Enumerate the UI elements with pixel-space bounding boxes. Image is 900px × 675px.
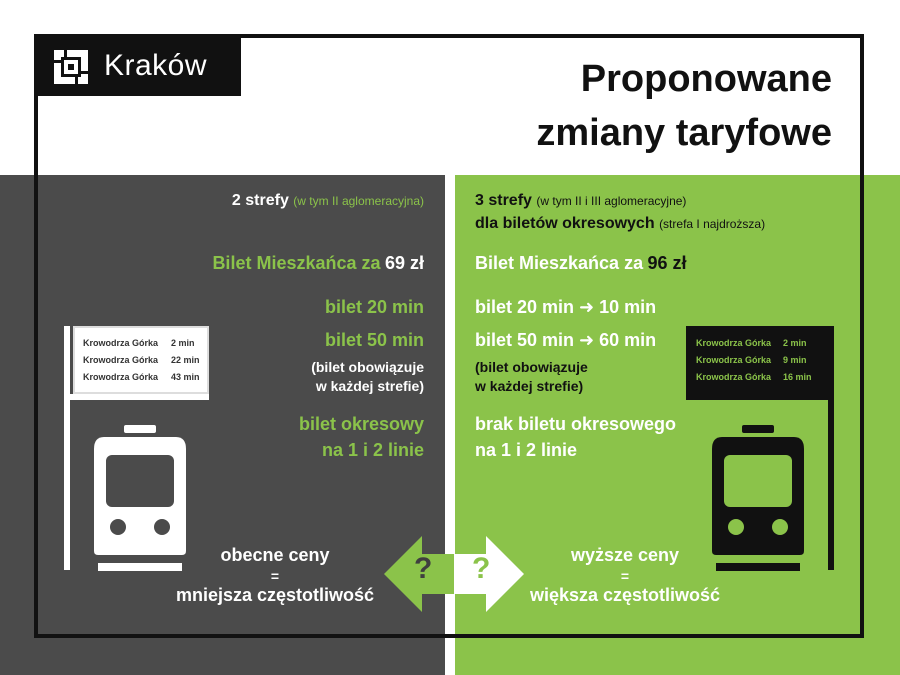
proposed-footer-eq: = (620, 568, 630, 584)
krakow-logo-icon (54, 50, 88, 84)
current-validity-1: (bilet obowiązuje (311, 359, 424, 375)
board-row-time: 43 min (171, 372, 200, 382)
board-row-stop: Krowodrza Górka (83, 355, 159, 365)
current-footer-1: obecne ceny (220, 545, 330, 565)
proposed-validity-1: (bilet obowiązuje (475, 359, 588, 375)
board-row-time: 2 min (171, 338, 195, 348)
page-title-line2: zmiany taryfowe (536, 112, 832, 154)
proposed-footer-1: wyższe ceny (570, 545, 680, 565)
brand-name: Kraków (104, 49, 208, 82)
proposed-resident-ticket: Bilet Mieszkańca za 96 zł (475, 253, 687, 273)
board-row-stop: Krowodrza Górka (83, 372, 159, 382)
current-footer-eq: = (270, 568, 280, 584)
board-row-stop: Krowodrza Górka (696, 338, 772, 348)
board-row-time: 9 min (783, 355, 807, 365)
departure-board-current (73, 326, 209, 394)
board-row-time: 22 min (171, 355, 200, 365)
arrow-right-icon: ➜ (579, 297, 595, 317)
stop-pole (828, 326, 834, 570)
proposed-zones: 3 strefy (w tym II i III aglomeracyjne) (475, 192, 687, 209)
current-resident-ticket: Bilet Mieszkańca za 69 zł (212, 253, 424, 273)
current-validity-2: w każdej strefie) (315, 378, 424, 394)
board-bar (686, 394, 828, 400)
proposed-validity-2: w każdej strefie) (475, 378, 584, 394)
board-bar (70, 394, 209, 400)
board-row-stop: Krowodrza Górka (696, 355, 772, 365)
board-row-time: 16 min (783, 372, 812, 382)
proposed-periodic: dla biletów okresowych (strefa I najdroższa) (475, 215, 766, 232)
proposed-ticket-50: bilet 50 min ➜ 60 min (475, 330, 657, 350)
question-mark-left: ? (414, 552, 433, 585)
proposed-ticket-20: bilet 20 min ➜ 10 min (475, 297, 657, 317)
current-zones: 2 strefy (w tym II aglomeracyjna) (231, 192, 424, 209)
page-title-line1: Proponowane (580, 58, 832, 100)
current-ticket-50: bilet 50 min (324, 330, 424, 350)
proposed-season-2: na 1 i 2 linie (475, 440, 578, 460)
board-row-time: 2 min (783, 338, 807, 348)
current-season-2: na 1 i 2 linie (321, 440, 424, 460)
board-row-stop: Krowodrza Górka (83, 338, 159, 348)
current-season-1: bilet okresowy (298, 414, 424, 434)
current-ticket-20: bilet 20 min (324, 297, 424, 317)
departure-board-proposed (686, 326, 828, 394)
proposed-footer-2: większa częstotliwość (529, 585, 721, 605)
board-row-stop: Krowodrza Górka (696, 372, 772, 382)
proposed-season-1: brak biletu okresowego (475, 414, 677, 434)
current-footer-2: mniejsza częstotliwość (175, 585, 375, 605)
krakow-logo (38, 38, 241, 96)
stop-pole (64, 326, 70, 570)
arrow-right-icon: ➜ (579, 330, 595, 350)
question-mark-right: ? (472, 552, 491, 585)
